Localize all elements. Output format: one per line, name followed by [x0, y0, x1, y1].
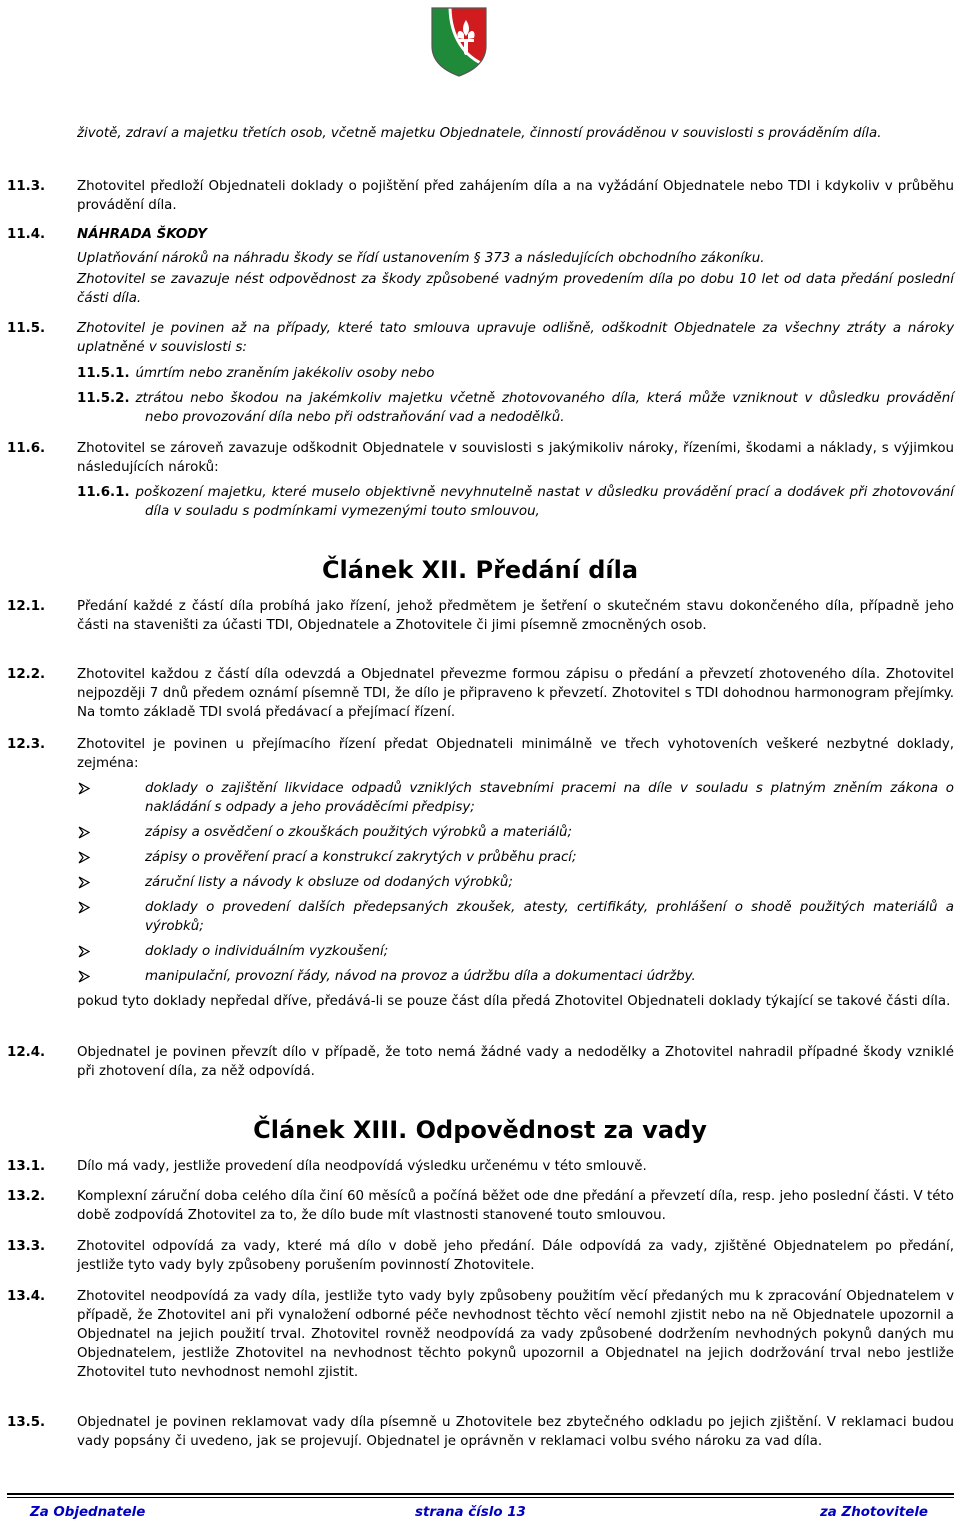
section-number: 13.5. [7, 1415, 46, 1430]
section-text: Dílo má vady, jestliže provedení díla neodpovídá výsledku určenému v této smlouvě. [77, 1159, 647, 1174]
section-text: Zhotovitel je povinen až na případy, které tato smlouva upravuje odlišně, odškodnit Objednatele za všechny ztráty a nároky uplatněné v souvislosti s: [77, 321, 954, 355]
list-item-text: zápisy o prověření prací a konstrukcí zakrytých v průběhu prací; [145, 850, 577, 865]
section-number: 11.5. [7, 321, 46, 336]
subsection-text: úmrtím nebo zraněním jakékoliv osoby nebo [135, 366, 435, 381]
coat-of-arms-icon [430, 6, 488, 78]
section-text: Objednatel je povinen reklamovat vady díla písemně u Zhotovitele bez zbytečného odkladu po jejich zjištění. V reklamaci budou vady popsány či uvedeno, jak se projevují. Objednatel je oprávněn v reklamaci volbu svého nároku za vad díla. [77, 1415, 954, 1449]
section-number: 13.4. [7, 1289, 46, 1304]
arrow-bullet-icon [77, 967, 91, 986]
footer-right: za Zhotovitele [820, 1505, 929, 1520]
section-number: 12.4. [7, 1045, 46, 1060]
section-number: 12.2. [7, 667, 46, 682]
footer-left: Za Objednatele [30, 1505, 146, 1520]
list-item-text: záruční listy a návody k obsluze od dodaných výrobků; [145, 875, 513, 890]
list-item-text: manipulační, provozní řády, návod na provoz a údržbu díla a dokumentaci údržby. [145, 969, 696, 984]
section-number: 12.1. [7, 599, 46, 614]
section-text: Zhotovitel předloží Objednateli doklady o pojištění před zahájením díla a na vyžádání Objednatele nebo TDI i kdykoliv v průběhu provádění díla. [77, 179, 954, 213]
section-text: Komplexní záruční doba celého díla činí 60 měsíců a počíná běžet ode dne předání a převzetí díla, resp. jeho poslední části. V této době zodpovídá Zhotovitel za to, že dílo bude mít vlastnosti stanovené touto smlouvou. [77, 1189, 954, 1223]
article-heading: Článek XIII. Odpovědnost za vady [253, 1116, 707, 1144]
article-heading: Článek XII. Předání díla [321, 556, 639, 584]
section-number: 13.2. [7, 1189, 46, 1204]
section-title: NÁHRADA ŠKODY [77, 227, 207, 242]
section-text: Uplatňování nároků na náhradu škody se řídí ustanovením § 373 a následujících obchodního zákoníku. [77, 251, 765, 266]
section-text: Objednatel je povinen převzít dílo v případě, že toto nemá žádné vady a nedodělky a Zhotovitel nahradil případné škody vzniklé při zhotovení díla, za něž odpovídá. [77, 1045, 954, 1079]
section-text: Zhotovitel je povinen u přejímacího řízení předat Objednateli minimálně ve třech vyhotoveních veškeré nezbytné doklady, zejména: [77, 737, 954, 771]
footer-divider [7, 1497, 954, 1498]
section-number: 13.3. [7, 1239, 46, 1254]
arrow-bullet-icon [77, 873, 91, 892]
section-text: Zhotovitel se zároveň zavazuje odškodnit Objednatele v souvislosti s jakýmikoliv nároky, řízeními, škodami a náklady, s výjimkou následujících nároků: [77, 441, 954, 475]
section-text: Předání každé z částí díla probíhá jako řízení, jehož předmětem je šetření o skutečném stavu dokončeného díla, případně jeho části na staveništi za účasti TDI, Objednatele a Zhotovitele či jimi písemně zmocněných osob. [77, 599, 954, 633]
section-number: 12.3. [7, 737, 46, 752]
subsection-text: poškození majetku, které muselo objektivně nevyhnutelně nastat v důsledku provádění prací a dodávek při zhotovování díla v souladu s podmínkami vymezenými touto smlouvou, [135, 485, 954, 519]
section-number: 13.1. [7, 1159, 46, 1174]
subsection-number: 11.6.1. [77, 485, 130, 500]
section-text: Zhotovitel každou z částí díla odevzdá a Objednatel převezme formou zápisu o předání a převzetí zhotoveného díla. Zhotovitel nejpozději 7 dnů předem oznámí písemně TDI, že dílo je připraveno k převzetí. Zhotovitel s TDI dohodnou harmonogram přejímky. Na tomto základě TDI svolá předávací a přejímací řízení. [77, 667, 954, 720]
subsection-number: 11.5.1. [77, 366, 130, 381]
section-text: Zhotovitel se zavazuje nést odpovědnost za škody způsobené vadným provedením díla po dobu 10 let od data předání poslední části díla. [77, 272, 954, 306]
subsection-text: ztrátou nebo škodou na jakémkoliv majetku včetně zhotovovaného díla, která může vzniknout v důsledku provádění nebo provozování díla nebo při odstraňování vad a nedodělků. [135, 391, 954, 425]
section-number: 11.6. [7, 441, 46, 456]
arrow-bullet-icon [77, 823, 91, 842]
list-item-text: doklady o individuálním vyzkoušení; [145, 944, 389, 959]
subsection-item [77, 483, 954, 521]
arrow-bullet-icon [77, 848, 91, 867]
footer-page-number: strana číslo 13 [415, 1505, 526, 1520]
subsection-item [77, 364, 954, 383]
section-text: Zhotovitel neodpovídá za vady díla, jestliže tyto vady byly způsobeny použitím věcí předaných mu k zpracování Objednatelem v případě, že Zhotovitel ani při vynaložení odborné péče nevhodnost těchto věcí nemohl zjistit nebo na ně Objednatele upozornil a Objednatel na jejich použití trval. Zhotovitel rovněž neodpovídá za vady způsobené dodržením nevhodných pokynů daných mu Objednatelem, jestliže Zhotovitel na nevhodnost těchto pokynů upozornil a Objednatel na jejich dodržování trval nebo jestliže Zhotovitel tuto nevhodnost nemohl zjistit. [77, 1289, 954, 1380]
subsection-item [77, 389, 954, 427]
list-item-text: doklady o provedení dalších předepsaných zkoušek, atesty, certifikáty, prohlášení o shodě použitých materiálů a výrobků; [145, 900, 954, 934]
arrow-bullet-icon [77, 942, 91, 961]
section-text: Zhotovitel odpovídá za vady, které má dílo v době jeho předání. Dále odpovídá za vady, zjištěné Objednatelem po předání, jestliže tyto vady byly způsobeny porušením povinností Zhotovitele. [77, 1239, 954, 1273]
subsection-number: 11.5.2. [77, 391, 130, 406]
intro-paragraph: životě, zdraví a majetku třetích osob, včetně majetku Objednatele, činností prováděnou v souvislosti s prováděním díla. [77, 126, 882, 141]
footer-divider [7, 1493, 954, 1495]
section-number: 11.3. [7, 179, 46, 194]
arrow-bullet-icon [77, 898, 91, 917]
section-number: 11.4. [7, 227, 46, 242]
arrow-bullet-icon [77, 779, 91, 798]
section-text: pokud tyto doklady nepředal dříve, předává-li se pouze část díla předá Zhotovitel Objednateli doklady týkající se takové části díla. [77, 994, 951, 1009]
list-item-text: doklady o zajištění likvidace odpadů vzniklých stavebními pracemi na díle v souladu s platným zněním zákona o nakládání s odpady a jeho prováděcími předpisy; [145, 781, 954, 815]
list-item-text: zápisy a osvědčení o zkouškách použitých výrobků a materiálů; [145, 825, 573, 840]
